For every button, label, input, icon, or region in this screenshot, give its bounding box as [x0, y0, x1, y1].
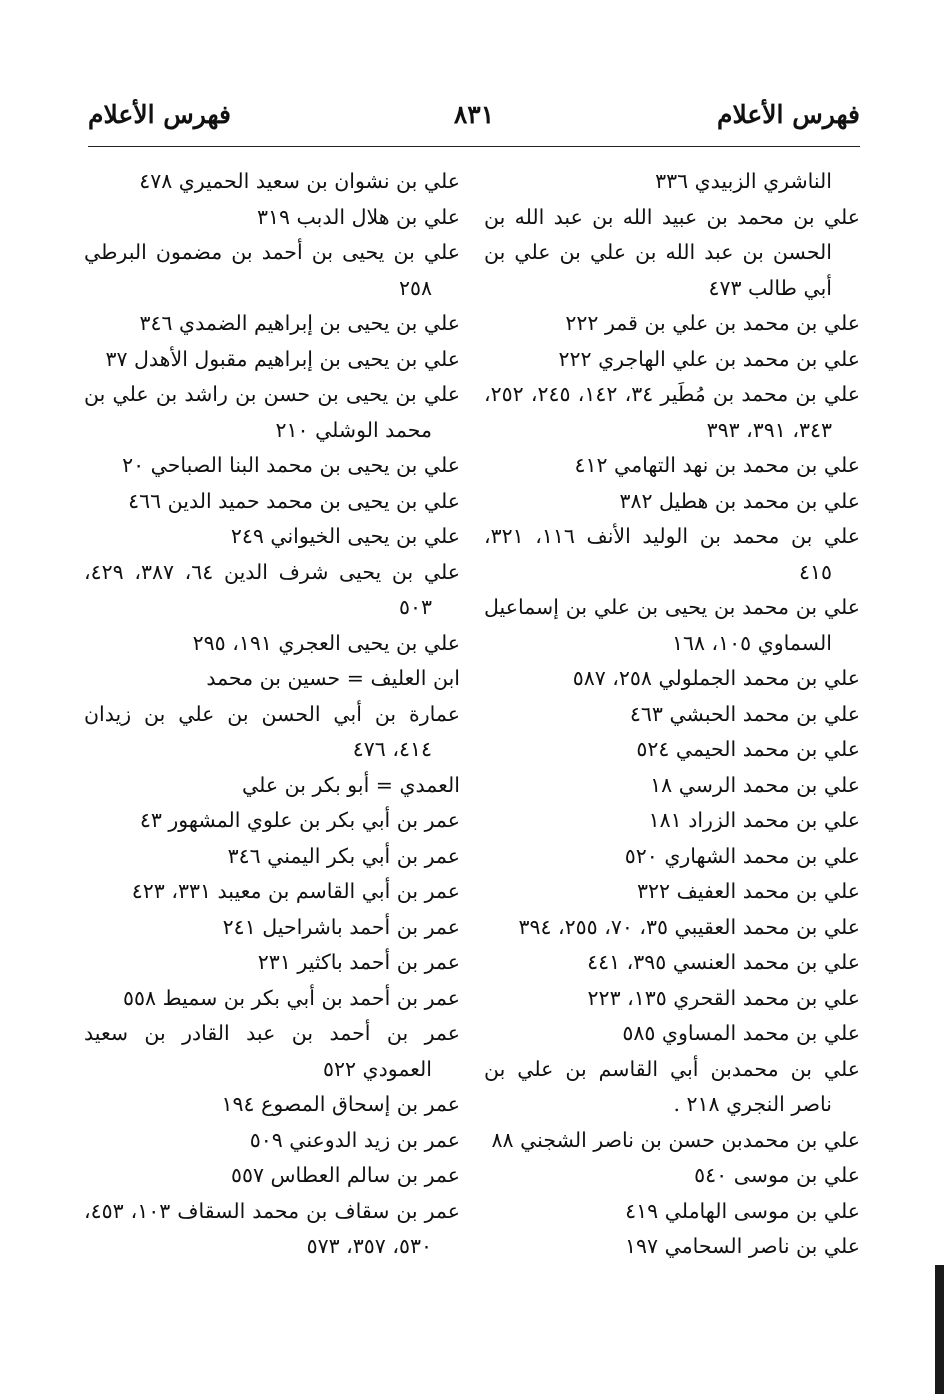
index-entry: علي بن يحيى بن إبراهيم مقبول الأهدل ٣٧	[105, 346, 460, 371]
index-entry: العمدي = أبو بكر بن علي	[242, 772, 460, 797]
index-entry: علي بن هلال الدبب ٣١٩	[256, 204, 460, 229]
index-entry: علي بن ناصر السحامي ١٩٧	[625, 1234, 860, 1258]
index-entry: علي بن محمد الحيمي ٥٢٤	[636, 737, 860, 761]
index-entry: علي بن محمد الشهاري ٥٢٠	[624, 843, 860, 868]
index-entry: علي بن موسى الهاملي ٤١٩	[625, 1198, 860, 1223]
page-header	[88, 100, 860, 144]
index-entry: علي بن يحيى بن حسن بن راشد بن علي بن محمد الوشلي ٢١٠	[84, 382, 460, 442]
index-entry: علي بن محمد المساوي ٥٨٥	[622, 1021, 860, 1045]
index-entry: علي بن محمد بن مُطَير ٣٤، ١٤٢، ٢٤٥، ٢٥٢، ٣٤٣، ٣٩١، ٣٩٣	[484, 382, 861, 442]
index-entry: الناشري الزبيدي ٣٣٦	[655, 169, 832, 193]
index-entry: علي بن محمد بن عبيد الله بن عبد الله بن الحسن بن عبد الله بن علي بن علي بن أبي طالب ٤٧٣	[484, 204, 860, 300]
index-entry: عمر بن أحمد بن عبد القادر بن سعيد العمودي ٥٢٢	[84, 1021, 460, 1081]
index-column-left	[84, 164, 460, 1265]
index-entry: علي بن يحيى بن محمد البنا الصباحي ٢٠	[122, 453, 460, 477]
running-title-left: فهرس الأعلام	[88, 100, 232, 129]
index-entry: ابن العليف = حسين بن محمد	[206, 666, 460, 690]
index-entry: علي بن محمد الجملولي ٢٥٨، ٥٨٧	[572, 666, 860, 690]
index-entry: علي بن محمد العفيف ٣٢٢	[637, 879, 860, 903]
index-entry: عمر بن أبي بكر بن علوي المشهور ٤٣	[139, 808, 460, 832]
index-entry: علي بن محمد القحري ١٣٥، ٢٢٣	[587, 985, 860, 1010]
index-entry: علي بن نشوان بن سعيد الحميري ٤٧٨	[139, 169, 460, 193]
index-entry: عمر بن إسحاق المصوع ١٩٤	[221, 1092, 460, 1116]
index-entry: علي بن يحيى بن إبراهيم الضمدي ٣٤٦	[139, 311, 460, 335]
index-entry: علي بن يحيى الخيواني ٢٤٩	[230, 524, 460, 548]
index-entry: علي بن محمد الزراد ١٨١	[648, 808, 860, 832]
index-entry: علي بن محمد الحبشي ٤٦٣	[629, 701, 860, 726]
index-column-right	[484, 164, 860, 1265]
index-entry: علي بن محمد بن علي بن قمر ٢٢٢	[565, 311, 860, 335]
index-entry: عمر بن أحمد بن أبي بكر بن سميط ٥٥٨	[123, 985, 460, 1010]
index-entry: عمر بن زيد الدوعني ٥٠٩	[249, 1127, 460, 1152]
index-entry: علي بن محمدبن أبي القاسم بن علي بن ناصر النجري ٢١٨ .	[484, 1056, 860, 1116]
index-entry: عمر بن أبي القاسم بن معيبد ٣٣١، ٤٢٣	[131, 879, 460, 903]
index-entry: علي بن محمد بن هطيل ٣٨٢	[619, 488, 860, 513]
index-entry: علي بن محمد بن الوليد الأنف ١١٦، ٣٢١، ٤١٥	[484, 524, 860, 584]
index-entry: عمارة بن أبي الحسن بن علي بن زيدان ٤١٤، ٤٧٦	[84, 701, 460, 761]
index-entry: عمر بن أحمد باكثير ٢٣١	[257, 950, 460, 974]
header-rule	[88, 146, 860, 147]
index-entry: علي بن يحيى بن أحمد بن مضمون البرطي ٢٥٨	[84, 240, 460, 300]
index-entry: علي بن محمد العنسي ٣٩٥، ٤٤١	[587, 950, 860, 974]
index-entry: علي بن محمد بن علي الهاجري ٢٢٢	[558, 346, 860, 371]
index-entry: علي بن يحيى العجري ١٩١، ٢٩٥	[192, 630, 460, 655]
index-entry: علي بن محمدبن حسن بن ناصر الشجني ٨٨	[491, 1127, 860, 1152]
running-title-right: فهرس الأعلام	[716, 100, 860, 129]
index-entry: علي بن محمد الرسي ١٨	[650, 772, 860, 797]
index-entry: علي بن محمد العقيبي ٣٥، ٧٠، ٢٥٥، ٣٩٤	[518, 914, 860, 939]
index-entry: عمر بن سالم العطاس ٥٥٧	[230, 1163, 460, 1187]
index-entry: علي بن يحيى بن محمد حميد الدين ٤٦٦	[128, 488, 460, 513]
index-entry: علي بن يحيى شرف الدين ٦٤، ٣٨٧، ٤٢٩، ٥٠٣	[84, 559, 460, 619]
index-entry: علي بن محمد بن يحيى بن علي بن إسماعيل السماوي ١٠٥، ١٦٨	[484, 595, 860, 655]
index-entry: علي بن محمد بن نهد التهامي ٤١٢	[574, 453, 860, 477]
index-entry: عمر بن أحمد باشراحيل ٢٤١	[222, 914, 460, 939]
index-entry: عمر بن سقاف بن محمد السقاف ١٠٣، ٤٥٣، ٥٣٠، ٣٥٧، ٥٧٣	[84, 1198, 460, 1258]
page-number: ٨٣١	[453, 100, 495, 129]
index-entry: عمر بن أبي بكر اليمني ٣٤٦	[227, 843, 460, 868]
index-entry: علي بن موسى ٥٤٠	[694, 1163, 860, 1187]
scan-edge-shadow	[935, 1265, 944, 1394]
